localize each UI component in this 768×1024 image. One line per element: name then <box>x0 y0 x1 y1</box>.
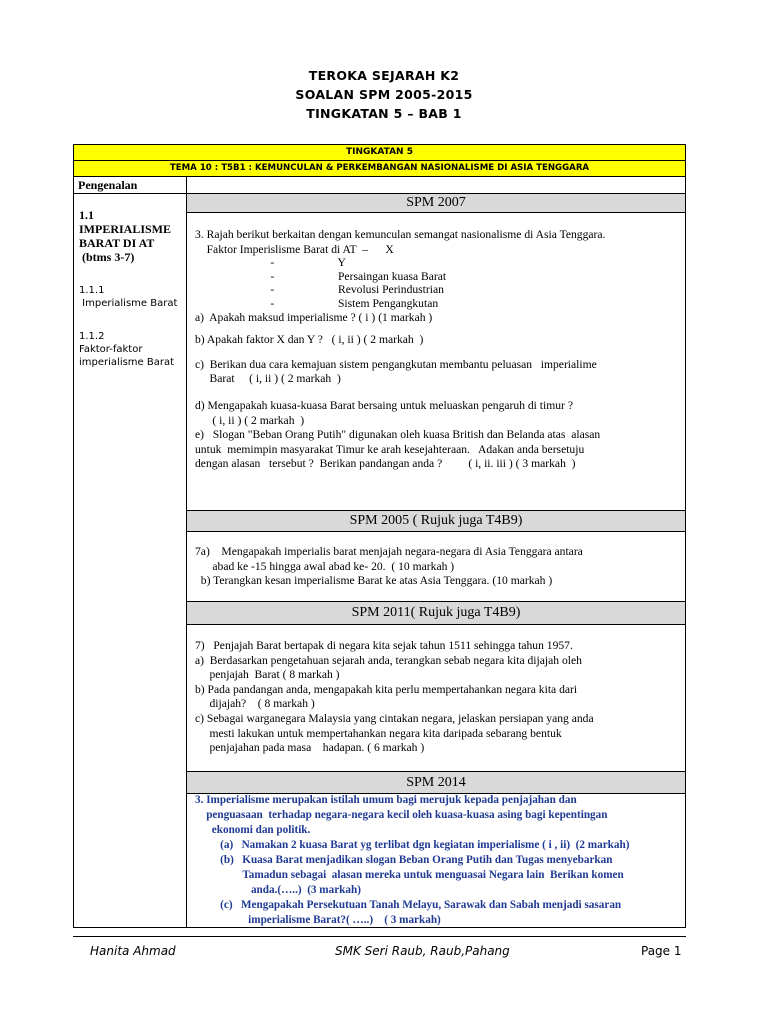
subtopic-label: Faktor-faktor <box>79 344 143 355</box>
question-line: - Sistem Pengangkutan <box>195 296 439 310</box>
question-line: (c) Mengapakah Persekutuan Tanah Melayu, Sarawak dan Sabah menjadi sasaran <box>195 899 622 911</box>
question-line: (b) Kuasa Barat menjadikan slogan Beban Orang Putih dan Tugas menyebarkan <box>195 854 613 866</box>
question-line: a) Apakah maksud imperialisme ? ( i ) (1 markah ) <box>195 310 433 324</box>
question-line: Tamadun sebagai alasan mereka untuk menguasai Negara lain Berikan komen <box>195 869 624 881</box>
section-title-spm-2011: SPM 2011( Rujuk juga T4B9) <box>187 601 685 625</box>
subtopic-label: Imperialisme Barat <box>79 298 178 309</box>
question-line: penjajah Barat ( 8 markah ) <box>195 668 340 682</box>
footer-school: SMK Seri Raub, Raub,Pahang <box>335 944 510 958</box>
level-header: TINGKATAN 5 <box>73 144 686 161</box>
question-line: 3. Rajah berikut berkaitan dengan kemunculan semangat nasionalisme di Asia Tenggara. <box>195 228 606 241</box>
spacer <box>195 348 675 358</box>
question-line: - Persaingan kuasa Barat <box>195 269 447 283</box>
question-line: d) Mengapakah kuasa-kuasa Barat bersaing untuk meluaskan pengaruh di timur ? <box>195 399 573 413</box>
pengenalan-divider <box>73 193 188 194</box>
subtopic-1-1-1 <box>79 284 177 310</box>
section-body-spm-2014 <box>195 793 675 928</box>
subtopic-number: 1.1.1 <box>79 285 105 296</box>
section-title-spm-2005: SPM 2005 ( Rujuk juga T4B9) <box>187 510 685 532</box>
question-line: mesti lakukan untuk mempertahankan negara kita daripada sebarang bentuk <box>195 726 562 740</box>
column-divider <box>186 176 187 928</box>
topic-number: 1.1 <box>79 208 94 222</box>
footer-author: Hanita Ahmad <box>90 944 176 958</box>
question-line: ekonomi dan politik. <box>195 824 311 836</box>
theme-header: TEMA 10 : T5B1 : KEMUNCULAN & PERKEMBANGAN NASIONALISME DI ASIA TENGGARA <box>73 160 686 177</box>
question-line: a) Berdasarkan pengetahuan sejarah anda, terangkan sebab negara kita dijajah oleh <box>195 653 582 667</box>
question-line: (a) Namakan 2 kuasa Barat yg terlibat dgn kegiatan imperialisme ( i , ii) (2 markah) <box>195 839 630 851</box>
question-line: penguasaan terhadap negara-negara kecil oleh kuasa-kuasa asing bagi kepentingan <box>195 809 608 821</box>
topic-pages: (btms 3-7) <box>79 250 135 264</box>
question-line: b) Apakah faktor X dan Y ? ( i, ii ) ( 2 markah ) <box>195 333 424 347</box>
spacer <box>195 387 675 399</box>
question-line: penjajahan pada masa hadapan. ( 6 markah ) <box>195 741 425 755</box>
subtopic-number: 1.1.2 <box>79 331 105 342</box>
spacer <box>195 325 675 333</box>
question-line: dengan alasan tersebut ? Berikan pandangan anda ? ( i, ii. iii ) ( 3 markah ) <box>195 457 576 471</box>
question-line: 7) Penjajah Barat bertapak di negara kita sejak tahun 1511 sehingga tahun 1957. <box>195 639 573 652</box>
question-line: dijajah? ( 8 markah ) <box>195 697 315 711</box>
subtopic-label: imperialisme Barat <box>79 357 175 368</box>
question-line: 3. Imperialisme merupakan istilah umum bagi merujuk kepada penjajahan dan <box>195 794 577 806</box>
document-title-block <box>0 66 768 123</box>
topic-heading <box>79 208 171 264</box>
title-line-2: SOALAN SPM 2005-2015 <box>295 87 473 102</box>
question-line: anda.(…..) (3 markah) <box>195 884 361 896</box>
question-line: b) Pada pandangan anda, mengapakah kita perlu mempertahankan negara kita dari <box>195 682 578 696</box>
topic-line: IMPERIALISME <box>79 222 172 236</box>
title-line-3: TINGKATAN 5 – BAB 1 <box>306 106 462 121</box>
question-line: c) Sebagai warganegara Malaysia yang cintakan negara, jelaskan persiapan yang anda <box>195 711 594 725</box>
question-line: 7a) Mengapakah imperialis barat menjajah negara-negara di Asia Tenggara antara <box>195 545 583 558</box>
section-title-spm-2014: SPM 2014 <box>187 771 685 794</box>
question-line: - Y <box>195 256 346 270</box>
section-body-spm-2007 <box>195 228 675 472</box>
question-line: e) Slogan "Beban Orang Putih" digunakan oleh kuasa British dan Belanda atas alasan <box>195 428 601 442</box>
subtopic-1-1-2 <box>79 330 174 369</box>
footer-divider <box>73 936 686 937</box>
section-title-spm-2007: SPM 2007 <box>187 193 685 213</box>
footer-page-number: Page 1 <box>641 944 682 958</box>
section-body-spm-2005 <box>195 545 675 589</box>
question-line: Barat ( i, ii ) ( 2 markah ) <box>195 372 341 386</box>
question-line: Faktor Imperislisme Barat di AT – X <box>195 242 394 256</box>
question-line: b) Terangkan kesan imperialisme Barat ke atas Asia Tenggara. (10 markah ) <box>195 574 553 588</box>
section-body-spm-2011 <box>195 639 675 756</box>
question-line: c) Berikan dua cara kemajuan sistem pengangkutan membantu peluasan imperialime <box>195 357 597 371</box>
question-line: imperialisme Barat?( …..) ( 3 markah) <box>195 914 441 926</box>
question-line: abad ke -15 hingga awal abad ke- 20. ( 10 markah ) <box>195 559 455 573</box>
topic-line: BARAT DI AT <box>79 236 155 250</box>
pengenalan-label: Pengenalan <box>78 178 138 192</box>
question-line: ( i, ii ) ( 2 markah ) <box>195 413 305 427</box>
question-line: - Revolusi Perindustrian <box>195 282 444 296</box>
question-line: untuk memimpin masyarakat Timur ke arah kesejahteraan. Adakan anda bersetuju <box>195 442 585 456</box>
title-line-1: TEROKA SEJARAH K2 <box>308 68 460 83</box>
